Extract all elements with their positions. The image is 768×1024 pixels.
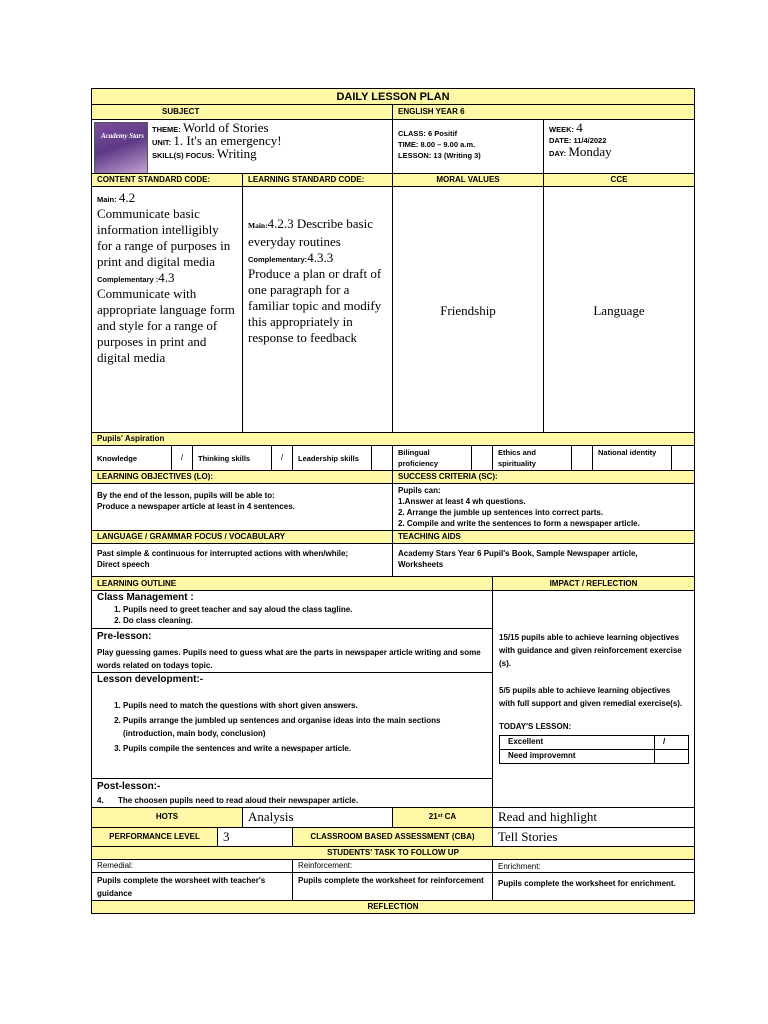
aspiration-row (91, 446, 695, 471)
standards-row: Main: 4.2 Communicate basic information intelligibly for a range of purposes in print and digital media Complementary :4.3 Communicate with appropriate language form and style for a range of purposes in print and digital media Main:4.2.3 Describe basic everyday routines Complementary:4.3.3 Produce a plan or draft of one paragraph for a familiar topic and modify this appropriately in response to feedback Friendship Language (91, 187, 695, 433)
content-main-text: Communicate basic information intelligibly for a range of purposes in print and digital media (97, 206, 231, 269)
followup-label: STUDENTS' TASK TO FOLLOW UP (327, 848, 459, 857)
pre-lesson-text: Play guessing games. Pupils need to guess what are the parts in newspaper article writing and some words related on todays topic. (97, 648, 481, 670)
improve-label: Need improvemnt (500, 750, 655, 763)
impact-label: IMPACT / REFLECTION (549, 579, 638, 588)
learning-standard-header: LEARNING STANDARD CODE: (243, 174, 393, 186)
cce-value: Language (593, 303, 645, 318)
content-standard-header: CONTENT STANDARD CODE: (92, 174, 243, 186)
lo-line-1: By the end of the lesson, pupils will be able to: (97, 491, 275, 500)
post-lesson-text: The choosen pupils need to read aloud their newspaper article. (118, 796, 359, 805)
cce-header: CCE (610, 175, 628, 184)
aspiration-knowledge-mark: / (172, 446, 193, 470)
sc-line-2: 2. Arrange the jumble up sentences into correct parts. (398, 508, 604, 517)
content-comp-code: 4.3 (158, 270, 175, 285)
moral-value: Friendship (393, 187, 544, 432)
ca-label: 21ˢᵗ CA (393, 808, 493, 827)
aspiration-label: Pupils' Aspiration (97, 434, 165, 443)
aspiration-leadership: Leadership skills (293, 446, 372, 470)
impact-text-2: 5/5 pupils able to achieve learning objectives with full support and given remedial exercise(s). (499, 686, 683, 708)
improve-mark (655, 750, 663, 763)
skill-value: Writing (216, 146, 257, 161)
aspiration-national: National identity (593, 446, 672, 470)
skill-label: SKILL(S) FOCUS: (152, 151, 215, 160)
todays-lesson-table (499, 735, 689, 764)
language-line-2: Direct speech (97, 560, 150, 569)
outline-row (91, 591, 695, 808)
teaching-aids-label: TEACHING AIDS (398, 532, 461, 541)
excellent-label: Excellent (500, 736, 655, 749)
moral-values-header: MORAL VALUES (393, 174, 544, 186)
learning-comp-code: 4.3.3 (307, 250, 334, 265)
subject-label: SUBJECT (92, 105, 393, 119)
learning-outline-label: LEARNING OUTLINE (92, 577, 493, 590)
aspiration-leadership-mark (372, 446, 393, 470)
hots-value: Analysis (243, 808, 393, 827)
language-label: LANGUAGE / GRAMMAR FOCUS / VOCABULARY (92, 531, 393, 543)
date-line: DATE: 11/4/2022 (549, 136, 607, 145)
reflection-label: REFLECTION (367, 902, 419, 911)
remedial-label: Remedial: (92, 860, 293, 872)
sc-line-3: 2. Compile and write the sentences to form a newspaper article. (398, 519, 640, 528)
subject-value: ENGLISH YEAR 6 (393, 105, 694, 119)
class-management-item: 2. Do class cleaning. (123, 615, 487, 626)
post-lesson-title: Post-lesson:- (97, 781, 161, 792)
learning-comp-text: Produce a plan or draft of one paragraph for a familiar topic and modify this appropriately in response to feedback (248, 266, 382, 345)
lesson-development-item: 2. Pupils arrange the jumbled up sentences and organise ideas into the main sections (introduction, main body, conclusion) (123, 714, 487, 740)
theme-label: THEME: (152, 125, 181, 134)
hots-label: HOTS (92, 808, 243, 827)
aspiration-ethics: Ethics and spirituality (493, 446, 572, 470)
enrichment-label: Enrichment: (498, 862, 541, 871)
enrichment-text: Pupils complete the worksheet for enrichment. (498, 879, 676, 888)
lesson-development-title: Lesson development:- (97, 674, 204, 685)
lesson-development-item: 3. Pupils compile the sentences and write a newspaper article. (123, 743, 487, 754)
lo-label: LEARNING OBJECTIVES (LO): (92, 471, 393, 483)
sc-line-0: Pupils can: (398, 486, 441, 495)
class-line: CLASS: 6 Positif (398, 129, 458, 138)
performance-level-value: 3 (218, 828, 293, 846)
week-value: 4 (576, 120, 583, 135)
content-comp-text: Communicate with appropriate language form and style for a range of purposes in print and digital media (97, 286, 235, 365)
day-value: Monday (568, 144, 612, 159)
sc-label: SUCCESS CRITERIA (SC): (398, 472, 498, 481)
sc-line-1: 1.Answer at least 4 wh questions. (398, 497, 526, 506)
excellent-mark: / (663, 737, 666, 746)
aspiration-thinking: Thinking skills (193, 446, 272, 470)
time-line: TIME: 8.00 – 9.00 a.m. (398, 140, 476, 149)
book-cover-image: Academy Stars (94, 122, 148, 173)
unit-label: UNIT: (152, 138, 172, 147)
pre-lesson-title: Pre-lesson: (97, 631, 152, 642)
todays-lesson-label: TODAY'S LESSON: (499, 722, 572, 731)
teaching-aids-line-1: Academy Stars Year 6 Pupil's Book, Sample Newspaper article, (398, 549, 638, 558)
title-row (91, 88, 695, 105)
ca-value: Read and highlight (498, 809, 597, 824)
reinforcement-label: Reinforcement: (293, 860, 493, 872)
aspiration-knowledge: Knowledge (92, 446, 172, 470)
week-label: WEEK: (549, 125, 574, 134)
lesson-line: LESSON: 13 (Writing 3) (398, 151, 481, 160)
lesson-plan-table (91, 88, 695, 914)
page-title: DAILY LESSON PLAN (336, 91, 450, 103)
aspiration-thinking-mark: / (272, 446, 293, 470)
aspiration-national-mark (672, 446, 694, 470)
cba-label: CLASSROOM BASED ASSESSMENT (CBA) (293, 828, 493, 846)
performance-level-label: PERFORMANCE LEVEL (92, 828, 218, 846)
language-line-1: Past simple & continuous for interrupted actions with when/while; (97, 549, 349, 558)
impact-text-1: 15/15 pupils able to achieve learning objectives with guidance and given reinforcement exercise (s). (499, 633, 682, 668)
aspiration-ethics-mark (572, 446, 593, 470)
reinforcement-text: Pupils complete the worksheet for reinforcement (293, 873, 493, 900)
post-lesson-number: 4. (97, 796, 104, 805)
class-management-item: 1. Pupils need to greet teacher and say aloud the class tagline. (123, 604, 487, 615)
theme-value: World of Stories (182, 120, 269, 135)
teaching-aids-line-2: Worksheets (398, 560, 444, 569)
day-label: DAY: (549, 149, 567, 158)
content-main-code: 4.2 (118, 190, 136, 205)
aspiration-bilingual-mark (472, 446, 493, 470)
lesson-development-item: 1. Pupils need to match the questions with short given answers. (123, 700, 487, 711)
learning-main-code: 4.2.3 Describe basic everyday routines (248, 216, 374, 249)
unit-value: 1. It's an emergency! (173, 133, 282, 148)
cba-value: Tell Stories (498, 829, 558, 844)
aspiration-bilingual: Bilingual proficiency (393, 446, 472, 470)
lo-line-2: Produce a newspaper article at least in 4 sentences. (97, 502, 295, 511)
class-management-title: Class Management : (97, 592, 194, 603)
header-details-row (91, 120, 695, 174)
remedial-text: Pupils complete the worsheet with teacher's guidance (92, 873, 293, 900)
